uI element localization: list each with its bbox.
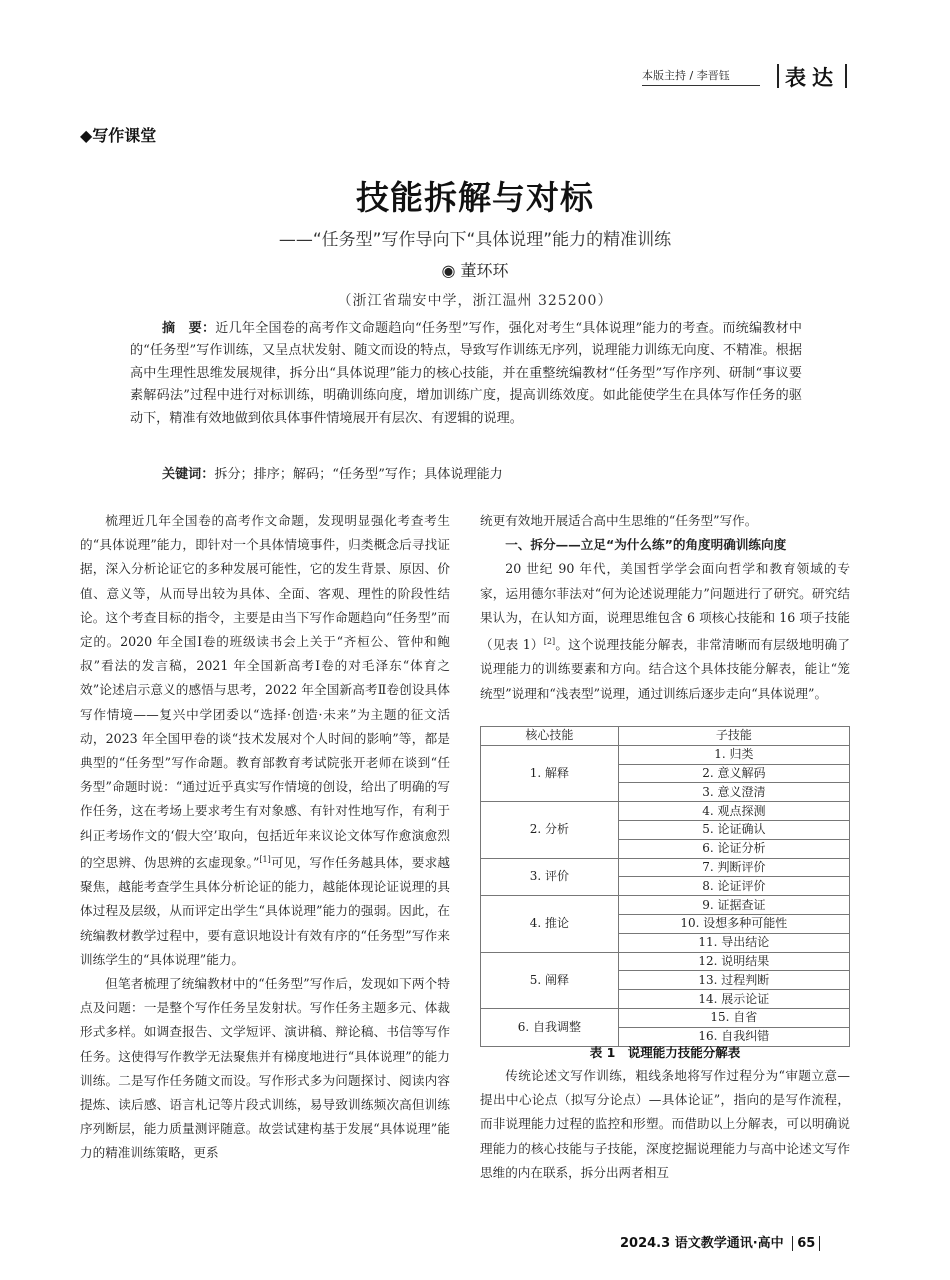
- sub-skill-cell: 8. 论证评价: [618, 877, 849, 896]
- sub-skill-cell: 6. 论证分析: [618, 839, 849, 858]
- page-footer: [620, 1232, 820, 1251]
- column-name: 表达: [785, 66, 839, 90]
- table-row: [481, 952, 850, 971]
- sub-skill-cell: 4. 观点探测: [618, 802, 849, 821]
- issue-date: 2024.3: [620, 1236, 671, 1251]
- paragraph: 20 世纪 90 年代，美国哲学学会面向哲学和教育领域的专家，运用德尔菲法对“何为论述说理能力”问题进行了研究。研究结果认为，在认知方面，说理思维包含 6 项核心技能和 16 项子技能（见表 1）[2]。这个说理技能分解表，非常清晰而有层级地明确了说理能力的训练要素和方向。结合这个具体技能分解表，能让“笼统型”说理和“浅表型”说理，通过训练后逐步走向“具体说理”。: [480, 561, 850, 701]
- table-row: [481, 896, 850, 915]
- sub-skill-cell: 7. 判断评价: [618, 858, 849, 877]
- article-subtitle: ——“任务型”写作导向下“具体说理”能力的精准训练: [278, 230, 672, 250]
- abstract-text: 近几年全国卷的高考作文命题趋向“任务型”写作，强化对考生“具体说理”能力的考查。而统编教材中的“任务型”写作训练，又呈点状发射、随文而设的特点，导致写作训练无序列，说理能力训练无向度、不精准。根据高中生理性思维发展规律，拆分出“具体说理”能力的核心技能，并在重整统编教材“任务型”写作序列、研制“事议要素解码法”过程中进行对标训练，明确训练向度，增加训练广度，提高训练效度。如此能使学生在具体写作任务的驱动下，精准有效地做到依具体事件情境展开有层次、有逻辑的说理。: [130, 321, 802, 426]
- abstract-label: 摘 要：: [162, 321, 216, 336]
- core-skill-cell: 4. 推论: [481, 896, 619, 952]
- core-skill-cell: 6. 自我调整: [481, 1008, 619, 1046]
- skills-table: [480, 726, 850, 1047]
- core-skill-cell: 3. 评价: [481, 858, 619, 896]
- table-row: [481, 802, 850, 821]
- keywords-label: 关键词：: [162, 467, 215, 482]
- core-skill-cell: 1. 解释: [481, 745, 619, 801]
- sub-skill-cell: 3. 意义澄清: [618, 783, 849, 802]
- sub-skill-cell: 1. 归类: [618, 745, 849, 764]
- core-skill-cell: 5. 阐释: [481, 952, 619, 1008]
- sub-skill-cell: 13. 过程判断: [618, 971, 849, 990]
- column-bar-right: [845, 64, 847, 88]
- paragraph: 梳理近几年全国卷的高考作文命题，发现明显强化考查考生的“具体说理”能力，即针对一个具体情境事件，归类概念后寻找证据，深入分析论证它的多种发展可能性，它的发生背景、原因、价值、意义等，从而导出较为具体、全面、客观、理性的阶段性结论。这个考查目标的指令，主要是由当下写作命题趋向“任务型”而定的。2020 年全国Ⅰ卷的班级读书会上关于“齐桓公、管仲和鲍叔”看法的发言稿，2021 年全国新高考Ⅰ卷的对毛泽东“体育之效”论述启示意义的感悟与思考，2022 年全国新高考Ⅱ卷创设具体写作情境——复兴中学团委以“选择·创造·未来”为主题的征文活动，2023 年全国甲卷的谈“技术发展对个人时间的影响”等，都是典型的“任务型”写作命题。教育部教育考试院张开老师在谈到“任务型”命题时说：“通过近乎真实写作情境的创设，给出了明确的写作任务，这在考场上要求考生有对象感、有针对性地写作，有利于纠正考场作文的‘假大空’取向，包括近年来议论文体写作愈演愈烈的空思辨、伪思辨的玄虚现象。”[1]可见，写作任务越具体，要求越聚焦，越能考查学生具体分析论证的能力，越能体现论证说理的具体过程及层级，从而评定出学生“具体说理”能力的强弱。因此，在统编教材教学过程中，要有意识地设计有效有序的“任务型”写作来训练学生的“具体说理”能力。: [80, 513, 451, 967]
- sub-skill-cell: 11. 导出结论: [618, 933, 849, 952]
- section-tag: ◆写作课堂: [80, 126, 157, 145]
- citation: [1]: [259, 854, 271, 864]
- sub-skill-cell: 10. 设想多种可能性: [618, 914, 849, 933]
- journal-name: 语文教学通讯·高中: [674, 1236, 784, 1251]
- column-bar-left: [777, 64, 779, 88]
- column-host: 本版主持 / 李晋钰: [642, 69, 730, 82]
- table-caption: 表 1 说理能力技能分解表: [589, 1045, 741, 1060]
- table-header-core: 核心技能: [481, 727, 619, 746]
- affiliation: （浙江省瑞安中学，浙江温州 325200）: [337, 293, 613, 309]
- article-title: 技能拆解与对标: [356, 178, 594, 217]
- core-skill-cell: 2. 分析: [481, 802, 619, 858]
- keywords: [162, 463, 503, 482]
- table-header-sub: 子技能: [618, 727, 849, 746]
- keywords-text: 拆分；排序；解码；“任务型”写作；具体说理能力: [214, 467, 503, 482]
- paragraph: 统更有效地开展适合高中生思维的“任务型”写作。: [480, 513, 758, 528]
- host-underline: [642, 85, 760, 86]
- paragraph: 但笔者梳理了统编教材中的“任务型”写作后，发现如下两个特点及问题：一是整个写作任务呈发射状。写作任务主题多元、体裁形式多样。如调查报告、文学短评、演讲稿、辩论稿、书信等写作任务。这使得写作教学无法聚焦并有梯度地进行“具体说理”的能力训练。二是写作任务随文而设。写作形式多为问题探讨、阅读内容提炼、读后感、语言札记等片段式训练，易导致训练频次高但训练序列断层，能力质量测评随意。故尝试建构基于发展“具体说理”能力的精准训练策略，更系: [80, 976, 450, 1161]
- sub-skill-cell: 9. 证据查证: [618, 896, 849, 915]
- page-number: 65: [792, 1236, 820, 1251]
- citation: [2]: [543, 637, 556, 647]
- abstract: [130, 318, 802, 430]
- sub-skill-cell: 5. 论证确认: [618, 820, 849, 839]
- section-heading: 一、拆分——立足“为什么练”的角度明确训练向度: [505, 537, 787, 553]
- paragraph: 传统论述文写作训练，粗线条地将写作过程分为“审题立意—提出中心论点（拟写分论点）—具体论证”，指向的是写作流程，而非说理能力过程的监控和形塑。而借助以上分解表，可以明确说理能力的核心技能与子技能，深度挖掘说理能力与高中论述文写作思维的内在联系，拆分出两者相互: [480, 1068, 850, 1180]
- right-column-top: [480, 509, 850, 706]
- sub-skill-cell: 16. 自我纠错: [618, 1027, 849, 1046]
- table-row: [481, 858, 850, 877]
- sub-skill-cell: 2. 意义解码: [618, 764, 849, 783]
- left-column: [80, 509, 450, 1166]
- table-row: [481, 745, 850, 764]
- sub-skill-cell: 14. 展示论证: [618, 990, 849, 1009]
- sub-skill-cell: 12. 说明结果: [618, 952, 849, 971]
- table-row: [481, 1008, 850, 1027]
- author: ◉ 董环环: [441, 261, 509, 280]
- right-column-bottom: [480, 1064, 850, 1185]
- sub-skill-cell: 15. 自省: [618, 1008, 849, 1027]
